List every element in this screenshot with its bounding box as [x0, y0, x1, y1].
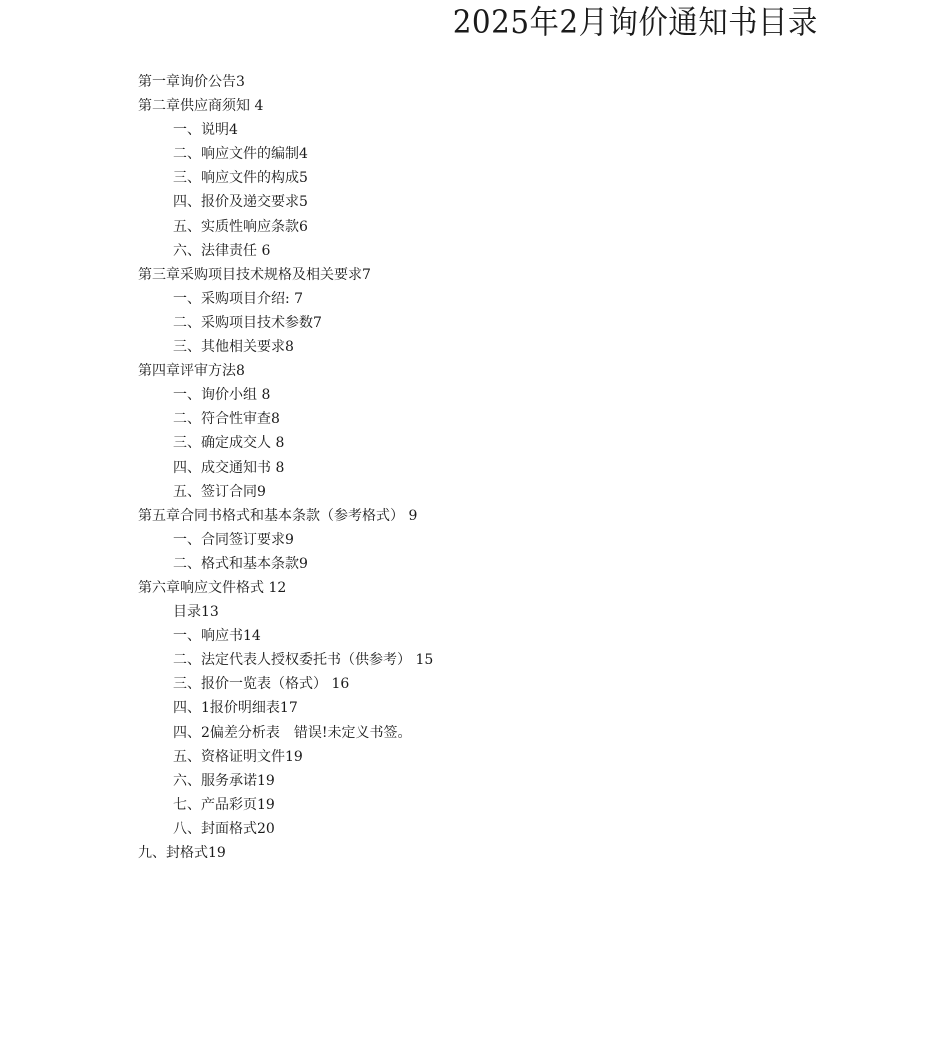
toc-section-entry[interactable]: 一、合同签订要求9	[173, 531, 294, 548]
toc-section-entry[interactable]: 三、确定成交人 8	[173, 435, 285, 452]
toc-section-entry[interactable]: 一、响应书14	[173, 628, 261, 645]
toc-section-entry[interactable]: 二、采购项目技术参数7	[173, 314, 322, 331]
toc-section-entry[interactable]: 一、采购项目介绍: 7	[173, 290, 304, 307]
toc-section-entry[interactable]: 四、1报价明细表17	[173, 700, 298, 717]
toc-section-entry[interactable]: 目录13	[173, 604, 219, 621]
toc-section-entry[interactable]: 二、符合性审查8	[173, 411, 280, 428]
toc-chapter-entry[interactable]: 第五章合同书格式和基本条款（参考格式） 9	[138, 507, 418, 524]
toc-section-entry[interactable]: 二、格式和基本条款9	[173, 555, 308, 572]
toc-section-entry[interactable]: 二、法定代表人授权委托书（供参考） 15	[173, 652, 434, 669]
toc-section-entry[interactable]: 一、询价小组 8	[173, 387, 271, 404]
toc-chapter-entry[interactable]: 第四章评审方法8	[138, 363, 245, 380]
toc-chapter-entry[interactable]: 第一章询价公告3	[138, 74, 245, 90]
toc-section-entry[interactable]: 二、响应文件的编制4	[173, 146, 308, 163]
toc-section-entry[interactable]: 四、成交通知书 8	[173, 459, 285, 476]
toc-section-entry[interactable]: 三、其他相关要求8	[173, 339, 294, 356]
toc-section-entry[interactable]: 六、法律责任 6	[173, 242, 271, 259]
toc-section-entry[interactable]: 六、服务承诺19	[173, 772, 275, 789]
toc-section-entry[interactable]: 一、说明4	[173, 122, 238, 139]
toc-section-entry[interactable]: 八、封面格式20	[173, 820, 275, 837]
table-of-contents	[138, 70, 838, 865]
toc-chapter-entry[interactable]: 九、封格式19	[138, 845, 226, 861]
toc-chapter-entry[interactable]: 第二章供应商须知 4	[138, 98, 264, 115]
toc-section-entry[interactable]: 三、报价一览表（格式） 16	[173, 676, 350, 693]
toc-section-entry[interactable]: 五、资格证明文件19	[173, 748, 303, 765]
toc-chapter-entry[interactable]: 第六章响应文件格式 12	[138, 579, 287, 596]
toc-section-entry[interactable]: 五、实质性响应条款6	[173, 218, 308, 235]
toc-section-entry[interactable]: 三、响应文件的构成5	[173, 170, 308, 187]
toc-section-entry[interactable]: 四、报价及递交要求5	[173, 194, 308, 211]
toc-section-entry[interactable]: 五、签订合同9	[173, 483, 266, 500]
toc-section-entry[interactable]: 四、2偏差分析表 错误!未定义书签。	[173, 724, 412, 741]
page-title: 2025年2月询价通知书目录	[452, 3, 818, 41]
toc-chapter-entry[interactable]: 第三章采购项目技术规格及相关要求7	[138, 266, 371, 283]
toc-section-entry[interactable]: 七、产品彩页19	[173, 796, 275, 813]
